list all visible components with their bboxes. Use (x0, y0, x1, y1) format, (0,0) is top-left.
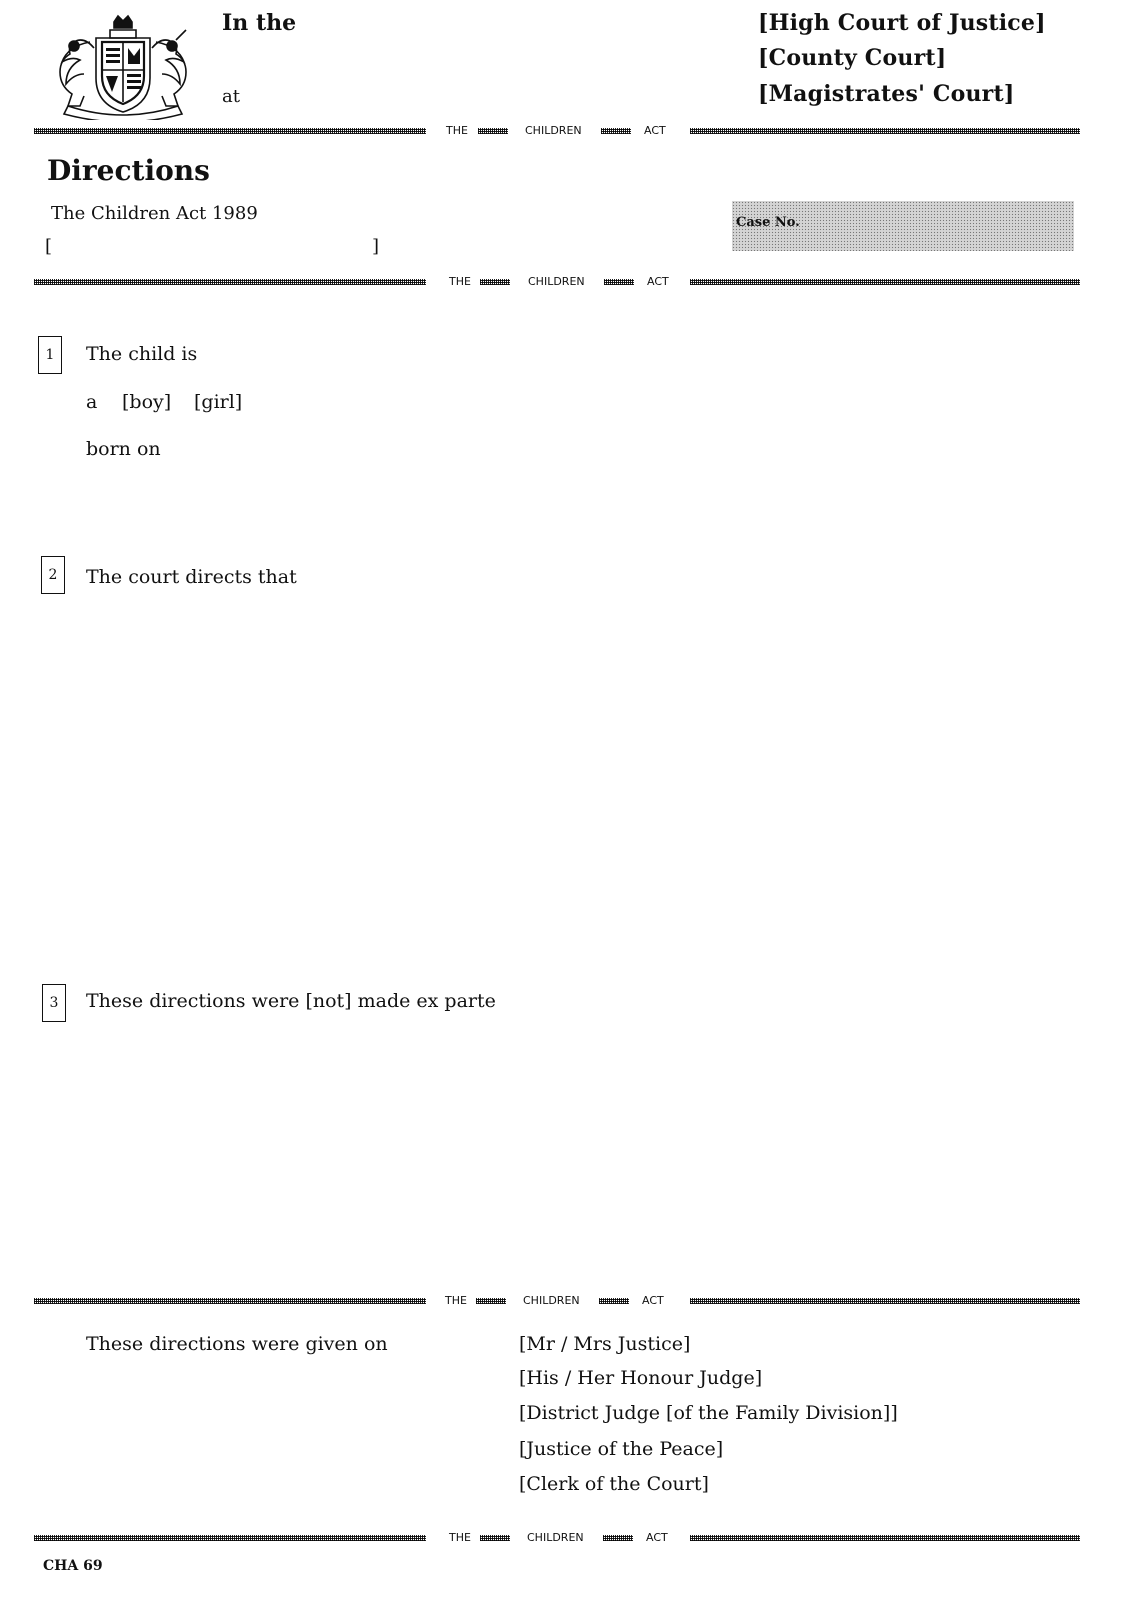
divider-word-children: CHILDREN (523, 1294, 580, 1307)
judge-option-district-judge: [District Judge [of the Family Division]] (519, 1402, 898, 1424)
divider-word-the: THE (449, 275, 471, 288)
children-act-divider (34, 275, 1080, 291)
born-on-label: born on (86, 438, 161, 460)
section-number-2: 2 (41, 556, 65, 594)
judge-option-clerk: [Clerk of the Court] (519, 1473, 709, 1495)
divider-word-the: THE (445, 1294, 467, 1307)
form-subtitle: The Children Act 1989 (51, 203, 258, 224)
section-3-heading: These directions were [not] made ex parte (86, 990, 496, 1012)
directions-given-on-label: These directions were given on (86, 1333, 388, 1355)
judge-option-justice: [Mr / Mrs Justice] (519, 1333, 691, 1355)
divider-word-the: THE (449, 1531, 471, 1544)
court-option-county-court: [County Court] (758, 45, 947, 71)
divider-word-children: CHILDREN (527, 1531, 584, 1544)
child-option-girl: [girl] (194, 391, 243, 413)
judge-option-honour-judge: [His / Her Honour Judge] (519, 1367, 763, 1389)
divider-word-the: THE (446, 124, 468, 137)
divider-word-children: CHILDREN (528, 275, 585, 288)
section-number-3: 3 (42, 984, 66, 1022)
court-option-high-court: [High Court of Justice] (758, 10, 1046, 36)
children-act-divider (34, 1531, 1080, 1547)
court-location-label: at (222, 86, 240, 107)
form-code: CHA 69 (43, 1558, 103, 1574)
court-prefix: In the (222, 10, 297, 36)
case-number-label: Case No. (736, 215, 800, 230)
form-title: Directions (47, 154, 210, 187)
divider-word-act: ACT (646, 1531, 668, 1544)
name-bracket-close: ] (372, 236, 380, 257)
court-option-magistrates-court: [Magistrates' Court] (758, 81, 1015, 107)
divider-word-children: CHILDREN (525, 124, 582, 137)
case-number-box[interactable] (732, 201, 1074, 251)
royal-coat-of-arms-logo (50, 8, 196, 120)
name-bracket-open: [ (45, 236, 53, 257)
section-1-heading: The child is (86, 343, 198, 365)
child-option-boy: [boy] (122, 391, 172, 413)
children-act-divider (34, 124, 1080, 140)
divider-word-act: ACT (644, 124, 666, 137)
judge-option-justice-of-peace: [Justice of the Peace] (519, 1438, 724, 1460)
child-article: a (86, 391, 98, 413)
section-number-1: 1 (38, 336, 62, 374)
children-act-divider (34, 1294, 1080, 1310)
section-2-heading: The court directs that (86, 566, 297, 588)
divider-word-act: ACT (642, 1294, 664, 1307)
divider-word-act: ACT (647, 275, 669, 288)
